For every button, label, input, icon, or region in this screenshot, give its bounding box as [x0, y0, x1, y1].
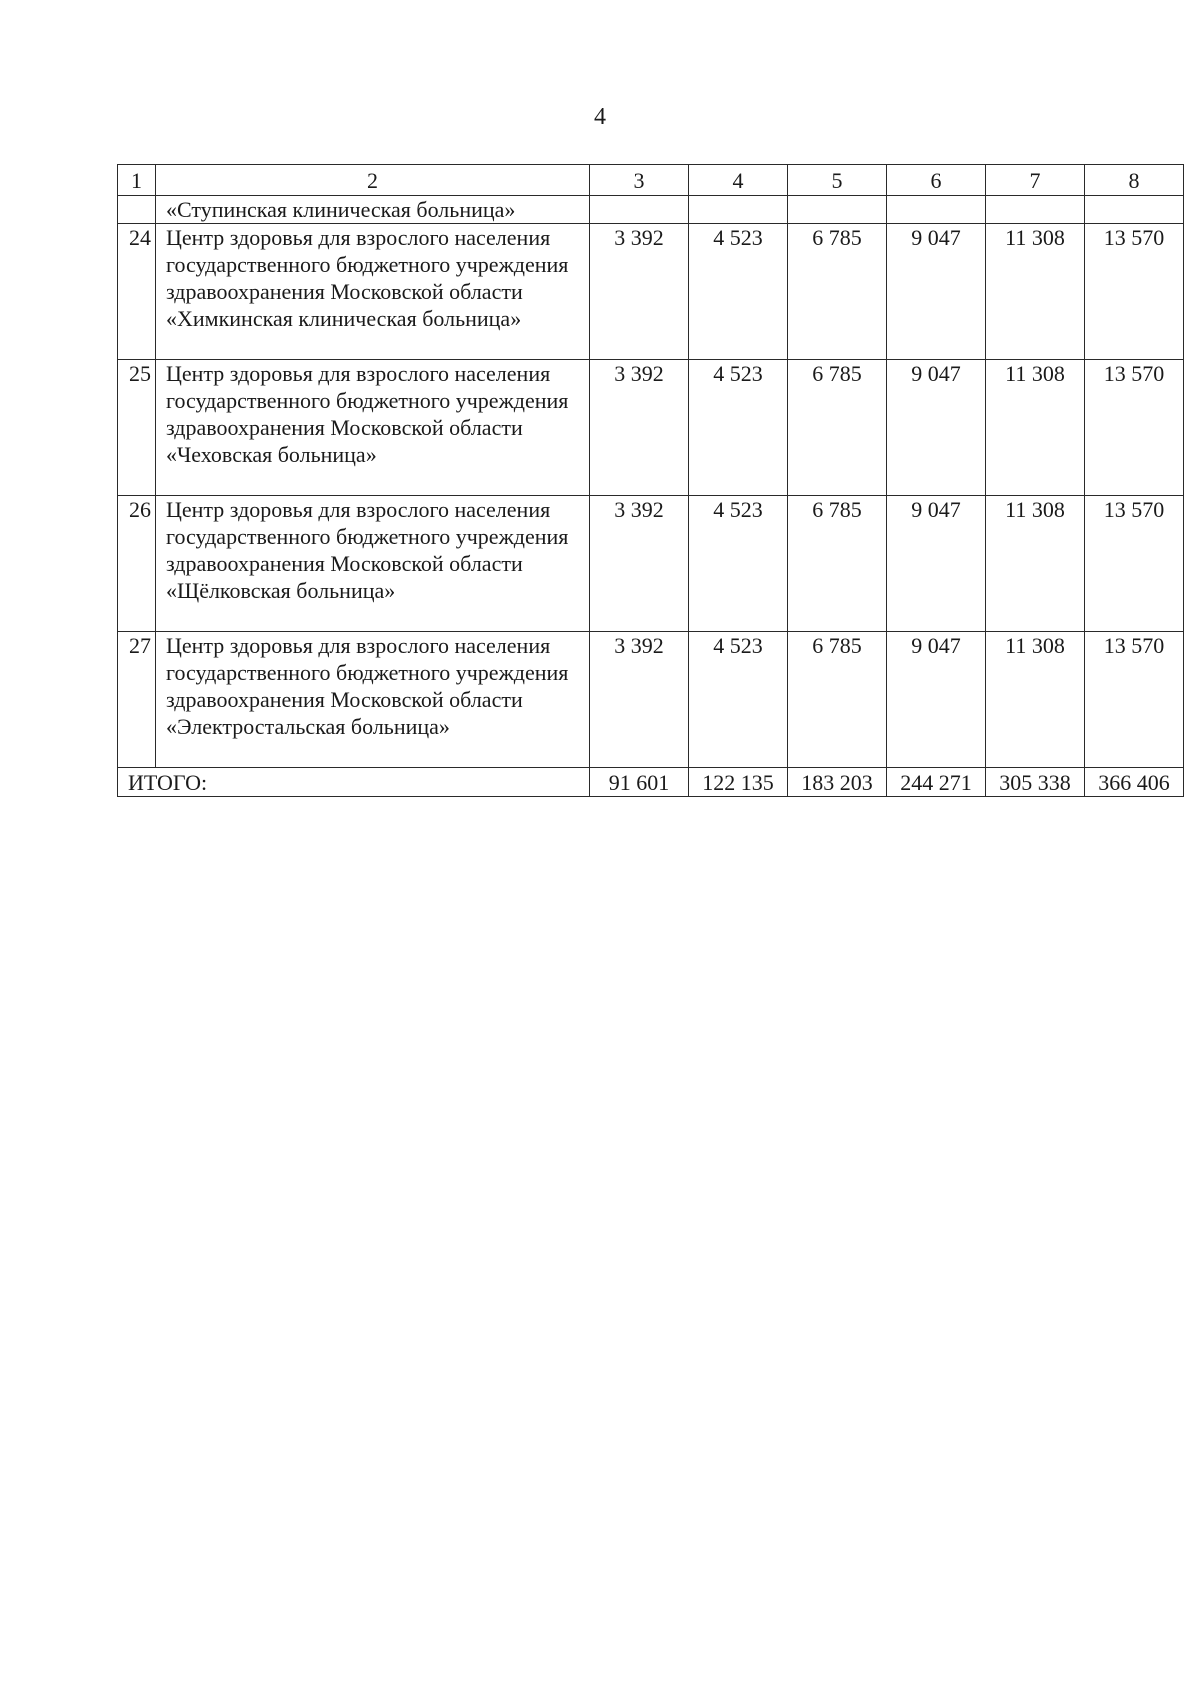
institution-name-cell: Центр здоровья для взрослого населения государственного бюджетного учреждения здравоохранения Московской области «Электростальская больница»: [156, 632, 590, 768]
header-row: [118, 165, 1184, 196]
value-cell: 13 570: [1085, 496, 1184, 632]
page-number: 4: [594, 104, 606, 130]
value-cell: 11 308: [986, 360, 1085, 496]
total-label: ИТОГО:: [118, 768, 590, 797]
total-value-cell: 244 271: [887, 768, 986, 797]
value-cell: 11 308: [986, 632, 1085, 768]
value-cell: 6 785: [788, 360, 887, 496]
value-cell: 13 570: [1085, 632, 1184, 768]
header-cell: 7: [986, 165, 1085, 196]
value-cell: 4 523: [689, 632, 788, 768]
header-cell: 6: [887, 165, 986, 196]
header-cell: 1: [118, 165, 156, 196]
value-cell: 9 047: [887, 360, 986, 496]
value-cell: [788, 196, 887, 224]
value-cell: 13 570: [1085, 360, 1184, 496]
value-cell: 6 785: [788, 496, 887, 632]
table-row: [118, 224, 1184, 360]
total-value-cell: 122 135: [689, 768, 788, 797]
value-cell: 3 392: [590, 632, 689, 768]
institution-name-cell: «Ступинская клиническая больница»: [156, 196, 590, 224]
row-number-cell: 24: [118, 224, 156, 360]
value-cell: 11 308: [986, 496, 1085, 632]
value-cell: 6 785: [788, 224, 887, 360]
value-cell: 9 047: [887, 632, 986, 768]
institution-name-cell: Центр здоровья для взрослого населения государственного бюджетного учреждения здравоохранения Московской области «Щёлковская больница»: [156, 496, 590, 632]
header-cell: 4: [689, 165, 788, 196]
total-value-cell: 305 338: [986, 768, 1085, 797]
table-row: [118, 496, 1184, 632]
institution-name-cell: Центр здоровья для взрослого населения государственного бюджетного учреждения здравоохранения Московской области «Химкинская клиническая больница»: [156, 224, 590, 360]
row-number-cell: [118, 196, 156, 224]
table-row: [118, 360, 1184, 496]
row-number-cell: 25: [118, 360, 156, 496]
header-cell: 8: [1085, 165, 1184, 196]
value-cell: 3 392: [590, 496, 689, 632]
total-value-cell: 366 406: [1085, 768, 1184, 797]
value-cell: 4 523: [689, 360, 788, 496]
table-row-continuation: [118, 196, 1184, 224]
table-row: [118, 632, 1184, 768]
row-number-cell: 26: [118, 496, 156, 632]
value-cell: [1085, 196, 1184, 224]
value-cell: [590, 196, 689, 224]
value-cell: 9 047: [887, 224, 986, 360]
total-value-cell: 183 203: [788, 768, 887, 797]
value-cell: 6 785: [788, 632, 887, 768]
value-cell: [986, 196, 1085, 224]
total-row: [118, 768, 1184, 797]
value-cell: [887, 196, 986, 224]
value-cell: 3 392: [590, 360, 689, 496]
header-cell: 3: [590, 165, 689, 196]
value-cell: [689, 196, 788, 224]
value-cell: 4 523: [689, 496, 788, 632]
data-table: [117, 164, 1184, 797]
value-cell: 9 047: [887, 496, 986, 632]
row-number-cell: 27: [118, 632, 156, 768]
value-cell: 4 523: [689, 224, 788, 360]
total-value-cell: 91 601: [590, 768, 689, 797]
institution-name-cell: Центр здоровья для взрослого населения государственного бюджетного учреждения здравоохранения Московской области «Чеховская больница»: [156, 360, 590, 496]
value-cell: 11 308: [986, 224, 1085, 360]
value-cell: 3 392: [590, 224, 689, 360]
value-cell: 13 570: [1085, 224, 1184, 360]
header-cell: 2: [156, 165, 590, 196]
header-cell: 5: [788, 165, 887, 196]
